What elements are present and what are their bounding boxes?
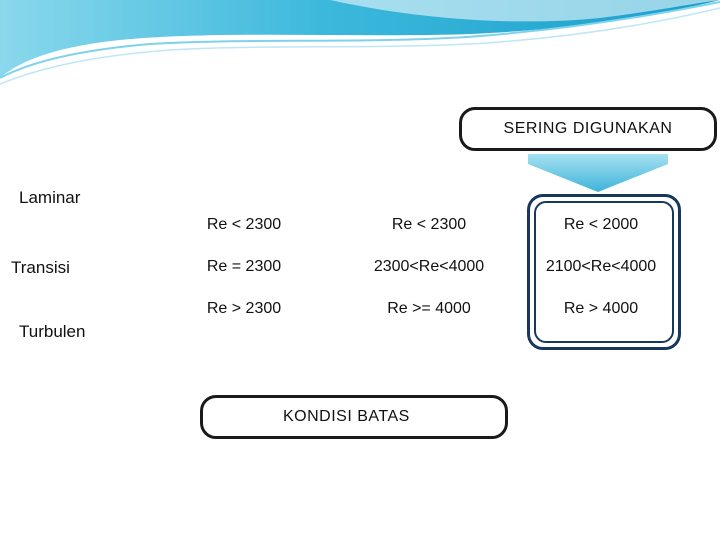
table-cell: Re = 2300: [206, 258, 282, 275]
sering-digunakan-box: [459, 107, 717, 151]
row-label-turbulen: Turbulen: [19, 322, 86, 341]
kondisi-batas-box: [200, 395, 508, 439]
table-cell: Re > 2300: [206, 300, 282, 317]
table-cell: 2300<Re<4000: [373, 258, 485, 275]
table-cell: Re > 4000: [563, 300, 639, 317]
table-cell: Re < 2000: [563, 216, 639, 233]
table-cell: 2100<Re<4000: [545, 258, 657, 275]
table-cell: Re >= 4000: [387, 300, 471, 317]
row-label-transisi: Transisi: [11, 258, 70, 277]
down-arrow-icon: [526, 152, 670, 194]
row-label-laminar: Laminar: [19, 188, 81, 207]
table-cell: Re < 2300: [206, 216, 282, 233]
kondisi-batas-label: KONDISI BATAS: [283, 408, 410, 425]
header-wave-banner: [0, 0, 720, 95]
table-cell: Re < 2300: [391, 216, 467, 233]
sering-digunakan-label: SERING DIGUNAKAN: [503, 120, 673, 137]
